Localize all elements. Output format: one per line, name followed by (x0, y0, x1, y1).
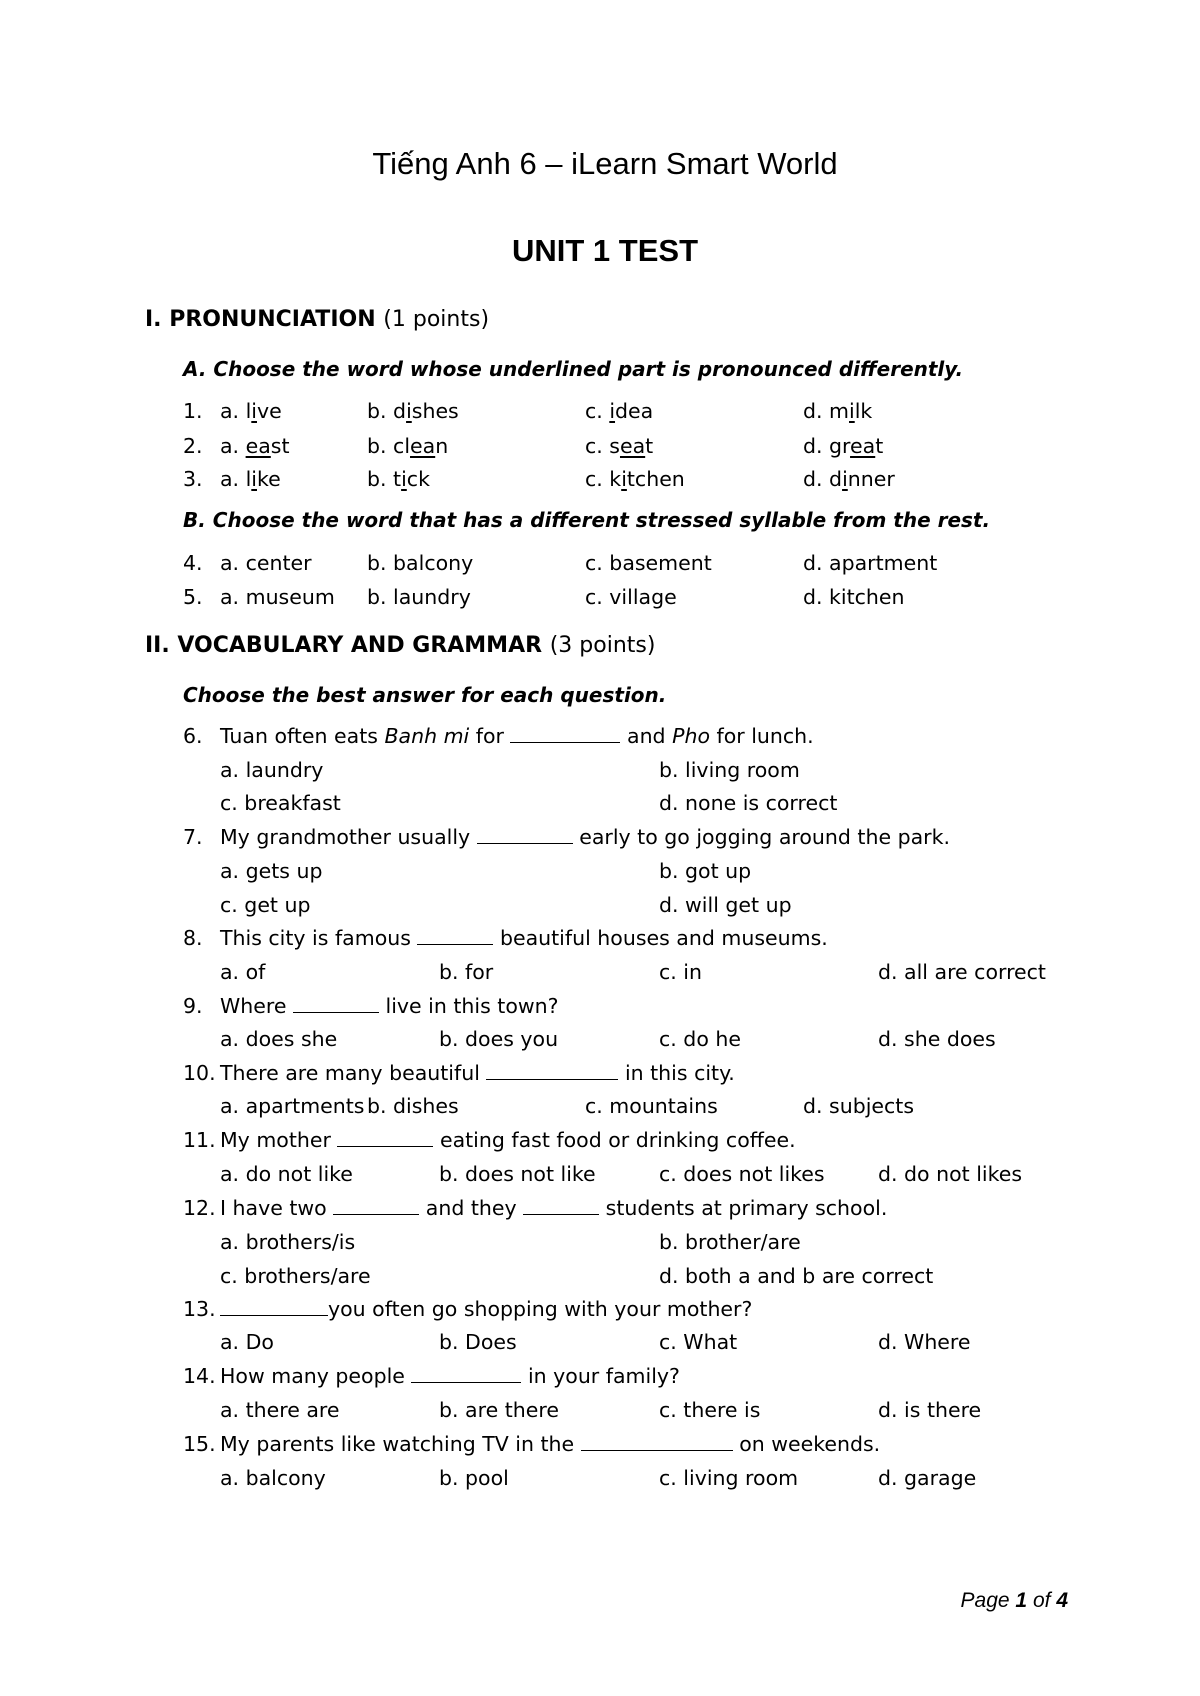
answer-blank (581, 1430, 733, 1451)
question-text: My parents like watching TV in the on weekends. (220, 1432, 881, 1456)
question-text: How many people in your family? (220, 1364, 680, 1388)
answer-blank (293, 992, 379, 1013)
question-number: 13. (183, 1297, 216, 1321)
question-text: I have two and they students at primary school. (220, 1196, 888, 1220)
answer-blank (510, 722, 620, 743)
question-14 (183, 1362, 1083, 1390)
option-c: c. village (585, 585, 677, 609)
question-1 (183, 397, 1083, 425)
options-row (183, 1262, 1083, 1290)
option-b: b. dishes (367, 399, 459, 423)
option-d: d. none is correct (659, 791, 838, 815)
question-7 (183, 823, 1083, 851)
page-label: Page (960, 1589, 1010, 1612)
section-title: I. PRONUNCIATION (145, 307, 376, 332)
option-b: b. does not like (439, 1162, 596, 1186)
option-d: d. garage (878, 1466, 977, 1490)
section-points: (1 points) (383, 307, 490, 332)
document-title: Tiếng Anh 6 – iLearn Smart World (372, 146, 838, 181)
question-text: Where live in this town? (220, 994, 559, 1018)
question-number: 8. (183, 926, 203, 950)
option-b: b. living room (659, 758, 800, 782)
question-number: 3. (183, 467, 203, 491)
question-number: 11. (183, 1128, 216, 1152)
options-row (183, 958, 1083, 986)
question-number: 7. (183, 825, 203, 849)
question-15 (183, 1430, 1083, 1458)
answer-blank (220, 1295, 328, 1316)
options-row (183, 1025, 1083, 1053)
option-a: a. apartments (220, 1094, 365, 1118)
option-d: d. will get up (659, 893, 792, 917)
question-number: 14. (183, 1364, 216, 1388)
question-number: 10. (183, 1061, 216, 1085)
options-row (183, 891, 1083, 919)
option-d: d. she does (878, 1027, 996, 1051)
option-c: c. mountains (585, 1094, 718, 1118)
question-13 (183, 1295, 1083, 1323)
option-b: b. laundry (367, 585, 471, 609)
question-text: Tuan often eats Banh mi for and Pho for lunch. (220, 724, 814, 748)
options-row (183, 1464, 1083, 1492)
option-c: c. idea (585, 399, 654, 423)
answer-blank (477, 823, 573, 844)
option-c: c. breakfast (220, 791, 341, 815)
question-number: 5. (183, 585, 203, 609)
option-c: c. in (659, 960, 702, 984)
option-b: b. brother/are (659, 1230, 801, 1254)
option-b: b. are there (439, 1398, 559, 1422)
answer-blank (417, 924, 493, 945)
part-b-instruction: B. Choose the word that has a different stressed syllable from the rest. (183, 508, 991, 532)
question-number: 4. (183, 551, 203, 575)
options-row (183, 1328, 1083, 1356)
page-total: 4 (1056, 1589, 1068, 1612)
question-text: you often go shopping with your mother? (220, 1295, 752, 1323)
option-c: c. basement (585, 551, 712, 575)
of-label: of (1032, 1589, 1051, 1612)
option-d: d. apartment (803, 551, 938, 575)
options-row (183, 789, 1083, 817)
option-d: d. milk (803, 399, 873, 423)
question-9 (183, 992, 1083, 1020)
option-a: a. center (220, 551, 312, 575)
question-2 (183, 432, 1083, 460)
options-row (183, 857, 1083, 885)
unit-title: UNIT 1 TEST (511, 233, 698, 268)
option-a: a. laundry (220, 758, 324, 782)
page-number: 1 (1015, 1589, 1028, 1612)
question-4 (183, 549, 1083, 577)
option-d: d. dinner (803, 467, 895, 491)
question-number: 6. (183, 724, 203, 748)
option-a: a. of (220, 960, 266, 984)
answer-blank (333, 1194, 419, 1215)
option-c: c. get up (220, 893, 311, 917)
option-c: c. does not likes (659, 1162, 825, 1186)
section-heading-pronunciation (145, 306, 489, 334)
option-d: d. all are correct (878, 960, 1046, 984)
option-a: a. do not like (220, 1162, 353, 1186)
option-b: b. does you (439, 1027, 559, 1051)
option-a: a. museum (220, 585, 335, 609)
option-d: d. great (803, 434, 884, 458)
options-row (183, 1228, 1083, 1256)
answer-blank (486, 1059, 618, 1080)
option-b: b. balcony (367, 551, 474, 575)
question-10 (183, 1059, 1083, 1087)
question-6 (183, 722, 1083, 750)
question-text: My mother eating fast food or drinking coffee. (220, 1128, 796, 1152)
option-a: a. east (220, 434, 290, 458)
options-row (183, 1396, 1083, 1424)
answer-blank (523, 1194, 599, 1215)
question-number: 15. (183, 1432, 216, 1456)
options-row (183, 1092, 1083, 1120)
option-d: d. kitchen (803, 585, 905, 609)
option-a: a. there are (220, 1398, 340, 1422)
option-a: a. brothers/is (220, 1230, 356, 1254)
option-d: d. subjects (803, 1094, 915, 1118)
section-instruction: Choose the best answer for each question. (183, 683, 667, 707)
option-c: c. seat (585, 434, 654, 458)
option-c: c. living room (659, 1466, 799, 1490)
option-b: b. for (439, 960, 494, 984)
answer-blank (411, 1362, 521, 1383)
question-text: My grandmother usually early to go jogging around the park. (220, 825, 950, 849)
option-d: d. is there (878, 1398, 982, 1422)
question-5 (183, 583, 1083, 611)
option-c: c. brothers/are (220, 1264, 371, 1288)
option-b: b. dishes (367, 1094, 459, 1118)
options-row (183, 756, 1083, 784)
option-b: b. pool (439, 1466, 509, 1490)
option-a: a. live (220, 399, 282, 423)
question-3 (183, 465, 1083, 493)
question-text: This city is famous beautiful houses and museums. (220, 926, 828, 950)
option-d: d. both a and b are correct (659, 1264, 934, 1288)
page-footer (961, 1588, 1068, 1614)
option-a: a. like (220, 467, 281, 491)
option-a: a. balcony (220, 1466, 326, 1490)
option-c: c. do he (659, 1027, 741, 1051)
question-12 (183, 1194, 1083, 1222)
question-number: 9. (183, 994, 203, 1018)
option-d: d. Where (878, 1330, 971, 1354)
option-a: a. gets up (220, 859, 323, 883)
option-b: b. clean (367, 434, 449, 458)
question-number: 12. (183, 1196, 216, 1220)
option-a: a. does she (220, 1027, 338, 1051)
option-d: d. do not likes (878, 1162, 1023, 1186)
question-11 (183, 1126, 1083, 1154)
option-a: a. Do (220, 1330, 274, 1354)
question-text: There are many beautiful in this city. (220, 1061, 735, 1085)
option-b: b. tick (367, 467, 430, 491)
question-number: 2. (183, 434, 203, 458)
section-title: II. VOCABULARY AND GRAMMAR (145, 633, 543, 658)
option-c: c. What (659, 1330, 738, 1354)
question-number: 1. (183, 399, 203, 423)
options-row (183, 1160, 1083, 1188)
part-a-instruction: A. Choose the word whose underlined part is pronounced differently. (183, 357, 964, 381)
option-c: c. there is (659, 1398, 761, 1422)
option-c: c. kitchen (585, 467, 685, 491)
question-8 (183, 924, 1083, 952)
option-b: b. got up (659, 859, 752, 883)
option-b: b. Does (439, 1330, 517, 1354)
section-heading-vocabulary (145, 632, 655, 660)
answer-blank (337, 1126, 433, 1147)
section-points: (3 points) (549, 633, 656, 658)
